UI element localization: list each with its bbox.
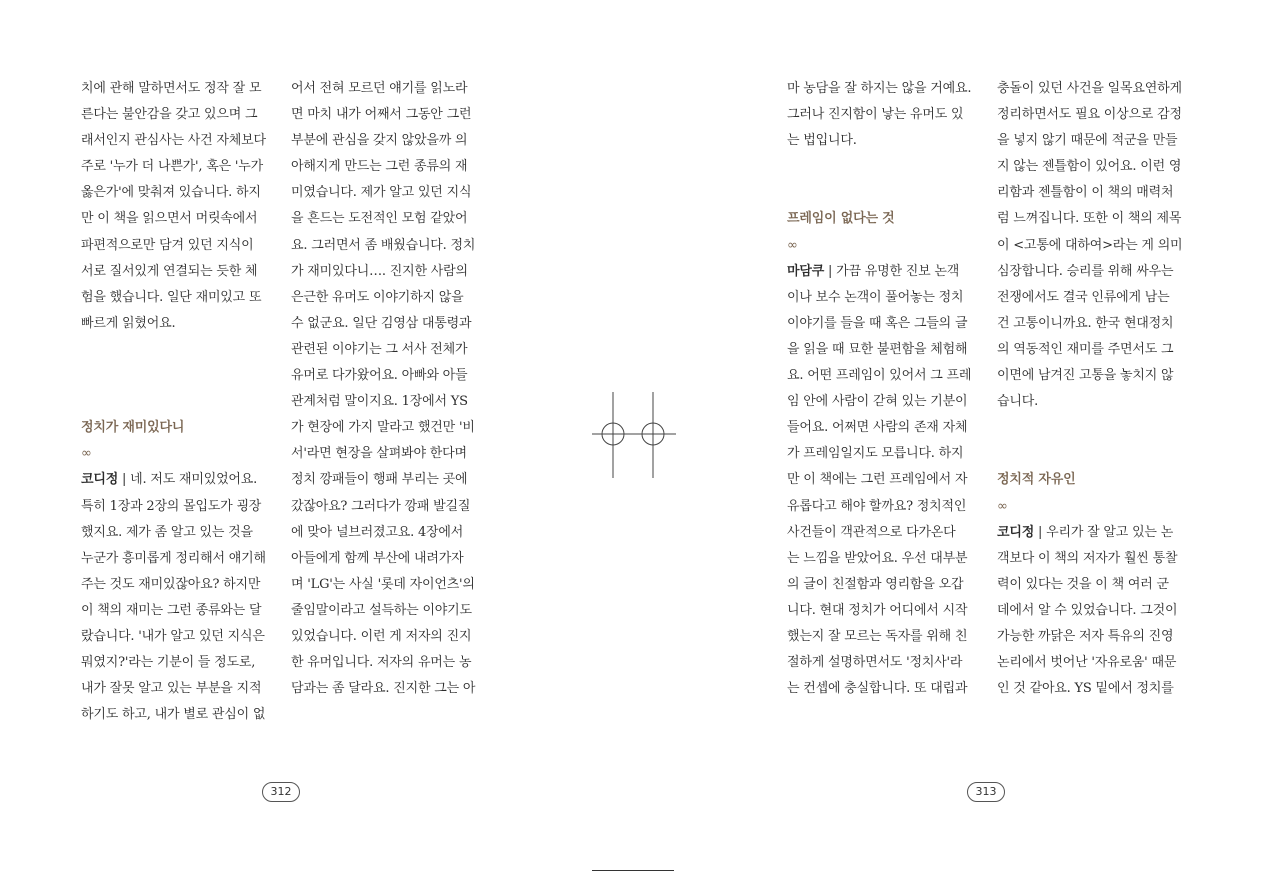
- text-line: 누군가 흥미롭게 정리해서 얘기해: [81, 550, 266, 566]
- text-line: 는 법입니다.: [787, 133, 857, 149]
- left-page-column-1: [81, 76, 271, 728]
- text-line: 관계처럼 말이지요. 1장에서 YS: [291, 394, 468, 410]
- speaker-line-text: | 우리가 잘 알고 있는 논: [1034, 524, 1174, 540]
- text-line: 파편적으로만 담겨 있던 지식이: [81, 237, 254, 253]
- text-line: 만 이 책을 읽으면서 머릿속에서: [81, 211, 258, 227]
- text-line: 절하게 설명하면서도 '정치사'라: [787, 655, 963, 671]
- text-line: 있었습니다. 이런 게 저자의 진지: [291, 628, 472, 644]
- text-line: 하기도 하고, 내가 별로 관심이 없: [81, 707, 266, 723]
- text-line: 른다는 불안감을 갖고 있으며 그: [81, 107, 258, 123]
- text-line: 유롭다고 해야 할까요? 정치적인: [787, 498, 967, 514]
- text-line: 의 글이 친절함과 영리함을 오갑: [787, 576, 964, 592]
- text-line: 면 마치 내가 어째서 그동안 그런: [291, 107, 472, 123]
- text-line: 부분에 관심을 갖지 않았을까 의: [291, 133, 468, 149]
- text-line: 치에 관해 말하면서도 정작 잘 모: [81, 81, 262, 96]
- text-line: 는 컨셉에 충실합니다. 또 대립과: [787, 681, 968, 697]
- col3-para2: [787, 285, 977, 703]
- text-line: 서로 질서있게 연결되는 듯한 체: [81, 263, 258, 279]
- text-line: 가 재미있다니…. 진지한 사람의: [291, 263, 468, 279]
- text-line: 이야기를 들을 때 혹은 그들의 글: [787, 315, 968, 331]
- text-line: 논리에서 벗어난 '자유로움' 때문: [997, 655, 1177, 671]
- text-line: 의 역동적인 재미를 주면서도 그: [997, 341, 1174, 357]
- text-line: 정치 깡패들이 행패 부리는 곳에: [291, 472, 468, 488]
- text-line: 인 것 같아요. YS 밑에서 정치를: [997, 681, 1174, 697]
- speaker-name: 마담쿠: [787, 263, 825, 279]
- text-line: 니다. 현대 정치가 어디에서 시작: [787, 602, 968, 618]
- page-number-right: 313: [967, 782, 1005, 802]
- text-line: 데에서 알 수 있었습니다. 그것이: [997, 602, 1178, 618]
- bottom-divider: [592, 870, 674, 871]
- crop-mark-icon: [592, 392, 676, 478]
- text-line: 며 'LG'는 사실 '롯데 자이언츠'의: [291, 576, 475, 592]
- text-line: 옳은가'에 맞춰져 있습니다. 하지: [81, 185, 261, 201]
- text-line: 했는지 잘 모르는 독자를 위해 친: [787, 628, 968, 644]
- page-number-left: 312: [262, 782, 300, 802]
- speaker-line-text: | 네. 저도 재미있었어요.: [118, 472, 258, 488]
- text-line: 줄임말이라고 설득하는 이야기도: [291, 602, 472, 618]
- text-line: 이 책의 재미는 그런 종류와는 달: [81, 602, 262, 618]
- right-page-column-1: [787, 76, 977, 702]
- text-line: 빠르게 읽혔어요.: [81, 315, 176, 331]
- section-heading: 정치가 재미있다니: [81, 420, 185, 436]
- text-line: 는 느낌을 받았어요. 우선 대부분: [787, 550, 968, 566]
- text-line: 가능한 까닭은 저자 특유의 진영: [997, 628, 1174, 644]
- col2-lines: [291, 76, 481, 702]
- speaker-line: [997, 520, 1187, 546]
- infinity-icon: ∞: [997, 498, 1008, 514]
- text-line: 수 없군요. 일단 김영삼 대통령과: [291, 315, 472, 331]
- infinity-icon: ∞: [787, 237, 798, 253]
- text-line: 내가 잘못 알고 있는 부분을 지적: [81, 681, 262, 697]
- text-line: 주는 것도 재미있잖아요? 하지만: [81, 576, 261, 592]
- col1-para1: [81, 76, 271, 337]
- text-line: 갔잖아요? 그러다가 깡패 발길질: [291, 498, 471, 514]
- text-line: 에 맞아 널브러졌고요. 4장에서: [291, 524, 464, 540]
- text-line: 주로 '누가 더 나쁜가', 혹은 '누가: [81, 159, 264, 175]
- speaker-name: 코디정: [997, 524, 1035, 540]
- text-line: 험을 했습니다. 일단 재미있고 또: [81, 289, 262, 305]
- text-line: 심장합니다. 승리를 위해 싸우는: [997, 263, 1174, 279]
- text-line: 그러나 진지함이 낳는 유머도 있: [787, 107, 964, 123]
- text-line: 건 고통이니까요. 한국 현대정치: [997, 315, 1174, 331]
- text-line: 습니다.: [997, 394, 1039, 410]
- infinity-icon: ∞: [81, 446, 92, 462]
- text-line: 이면에 남겨진 고통을 놓치지 않: [997, 368, 1174, 384]
- text-line: 임 안에 사람이 갇혀 있는 기분이: [787, 394, 968, 410]
- text-line: 한 유머입니다. 저자의 유머는 농: [291, 655, 472, 671]
- text-line: 들어요. 어쩌면 사람의 존재 자체: [787, 420, 968, 436]
- speaker-line: [787, 259, 977, 285]
- text-line: 리함과 젠틀함이 이 책의 매력처: [997, 185, 1174, 201]
- text-line: 충돌이 있던 사건을 일목요연하게: [997, 81, 1182, 96]
- col3-para1: [787, 76, 977, 154]
- text-line: 객보다 이 책의 저자가 훨씬 통찰: [997, 550, 1178, 566]
- section-heading: 프레임이 없다는 것: [787, 211, 895, 227]
- text-line: 아해지게 만드는 그런 종류의 재: [291, 159, 468, 175]
- speaker-name: 코디정: [81, 472, 119, 488]
- text-line: 아들에게 함께 부산에 내려가자: [291, 550, 464, 566]
- text-line: 을 읽을 때 묘한 불편함을 체험해: [787, 341, 968, 357]
- text-line: 서'라면 현장을 살펴봐야 한다며: [291, 446, 467, 462]
- text-line: 이 <고통에 대하여>라는 게 의미: [997, 237, 1183, 253]
- section-heading: 정치적 자유인: [997, 472, 1076, 488]
- col4-para1: [997, 76, 1187, 415]
- text-line: 유머로 다가왔어요. 아빠와 아들: [291, 368, 468, 384]
- text-line: 랐습니다. '내가 알고 있던 지식은: [81, 628, 265, 644]
- text-line: 특히 1장과 2장의 몰입도가 굉장: [81, 498, 262, 514]
- text-line: 정리하면서도 필요 이상으로 감정: [997, 107, 1182, 123]
- text-line: 을 흔드는 도전적인 모험 같았어: [291, 211, 468, 227]
- col1-para2: [81, 494, 271, 729]
- left-page-column-2: [291, 76, 481, 702]
- text-line: 어서 전혀 모르던 얘기를 읽노라: [291, 81, 468, 96]
- text-line: 럼 느껴집니다. 또한 이 책의 제목: [997, 211, 1182, 227]
- text-line: 만 이 책에는 그런 프레임에서 자: [787, 472, 968, 488]
- text-line: 지 않는 젠틀함이 있어요. 이런 영: [997, 159, 1182, 175]
- text-line: 전쟁에서도 결국 인류에게 남는: [997, 289, 1170, 305]
- text-line: 이나 보수 논객이 풀어놓는 정치: [787, 289, 964, 305]
- text-line: 관련된 이야기는 그 서사 전체가: [291, 341, 468, 357]
- text-line: 력이 있다는 것을 이 책 여러 군: [997, 576, 1169, 592]
- text-line: 가 현장에 가지 말라고 했건만 '비: [291, 420, 475, 436]
- text-line: 했지요. 제가 좀 알고 있는 것을: [81, 524, 253, 540]
- text-line: 요. 어떤 프레임이 있어서 그 프레: [787, 368, 972, 384]
- text-line: 요. 그러면서 좀 배웠습니다. 정치: [291, 237, 476, 253]
- col4-para2: [997, 546, 1187, 703]
- text-line: 가 프레임일지도 모릅니다. 하지: [787, 446, 964, 462]
- text-line: 뭐였지?'라는 기분이 들 정도로,: [81, 655, 256, 671]
- text-line: 마 농담을 잘 하지는 않을 거예요.: [787, 81, 972, 96]
- text-line: 사건들이 객관적으로 다가온다: [787, 524, 956, 540]
- text-line: 미였습니다. 제가 알고 있던 지식: [291, 185, 472, 201]
- speaker-line-text: | 가끔 유명한 진보 논객: [824, 263, 960, 279]
- text-line: 을 넣지 않기 때문에 적군을 만들: [997, 133, 1178, 149]
- text-line: 래서인지 관심사는 사건 자체보다: [81, 133, 266, 149]
- text-line: 담과는 좀 달라요. 진지한 그는 아: [291, 681, 476, 697]
- speaker-line: [81, 467, 271, 493]
- right-page-column-2: [997, 76, 1187, 702]
- text-line: 은근한 유머도 이야기하지 않을: [291, 289, 464, 305]
